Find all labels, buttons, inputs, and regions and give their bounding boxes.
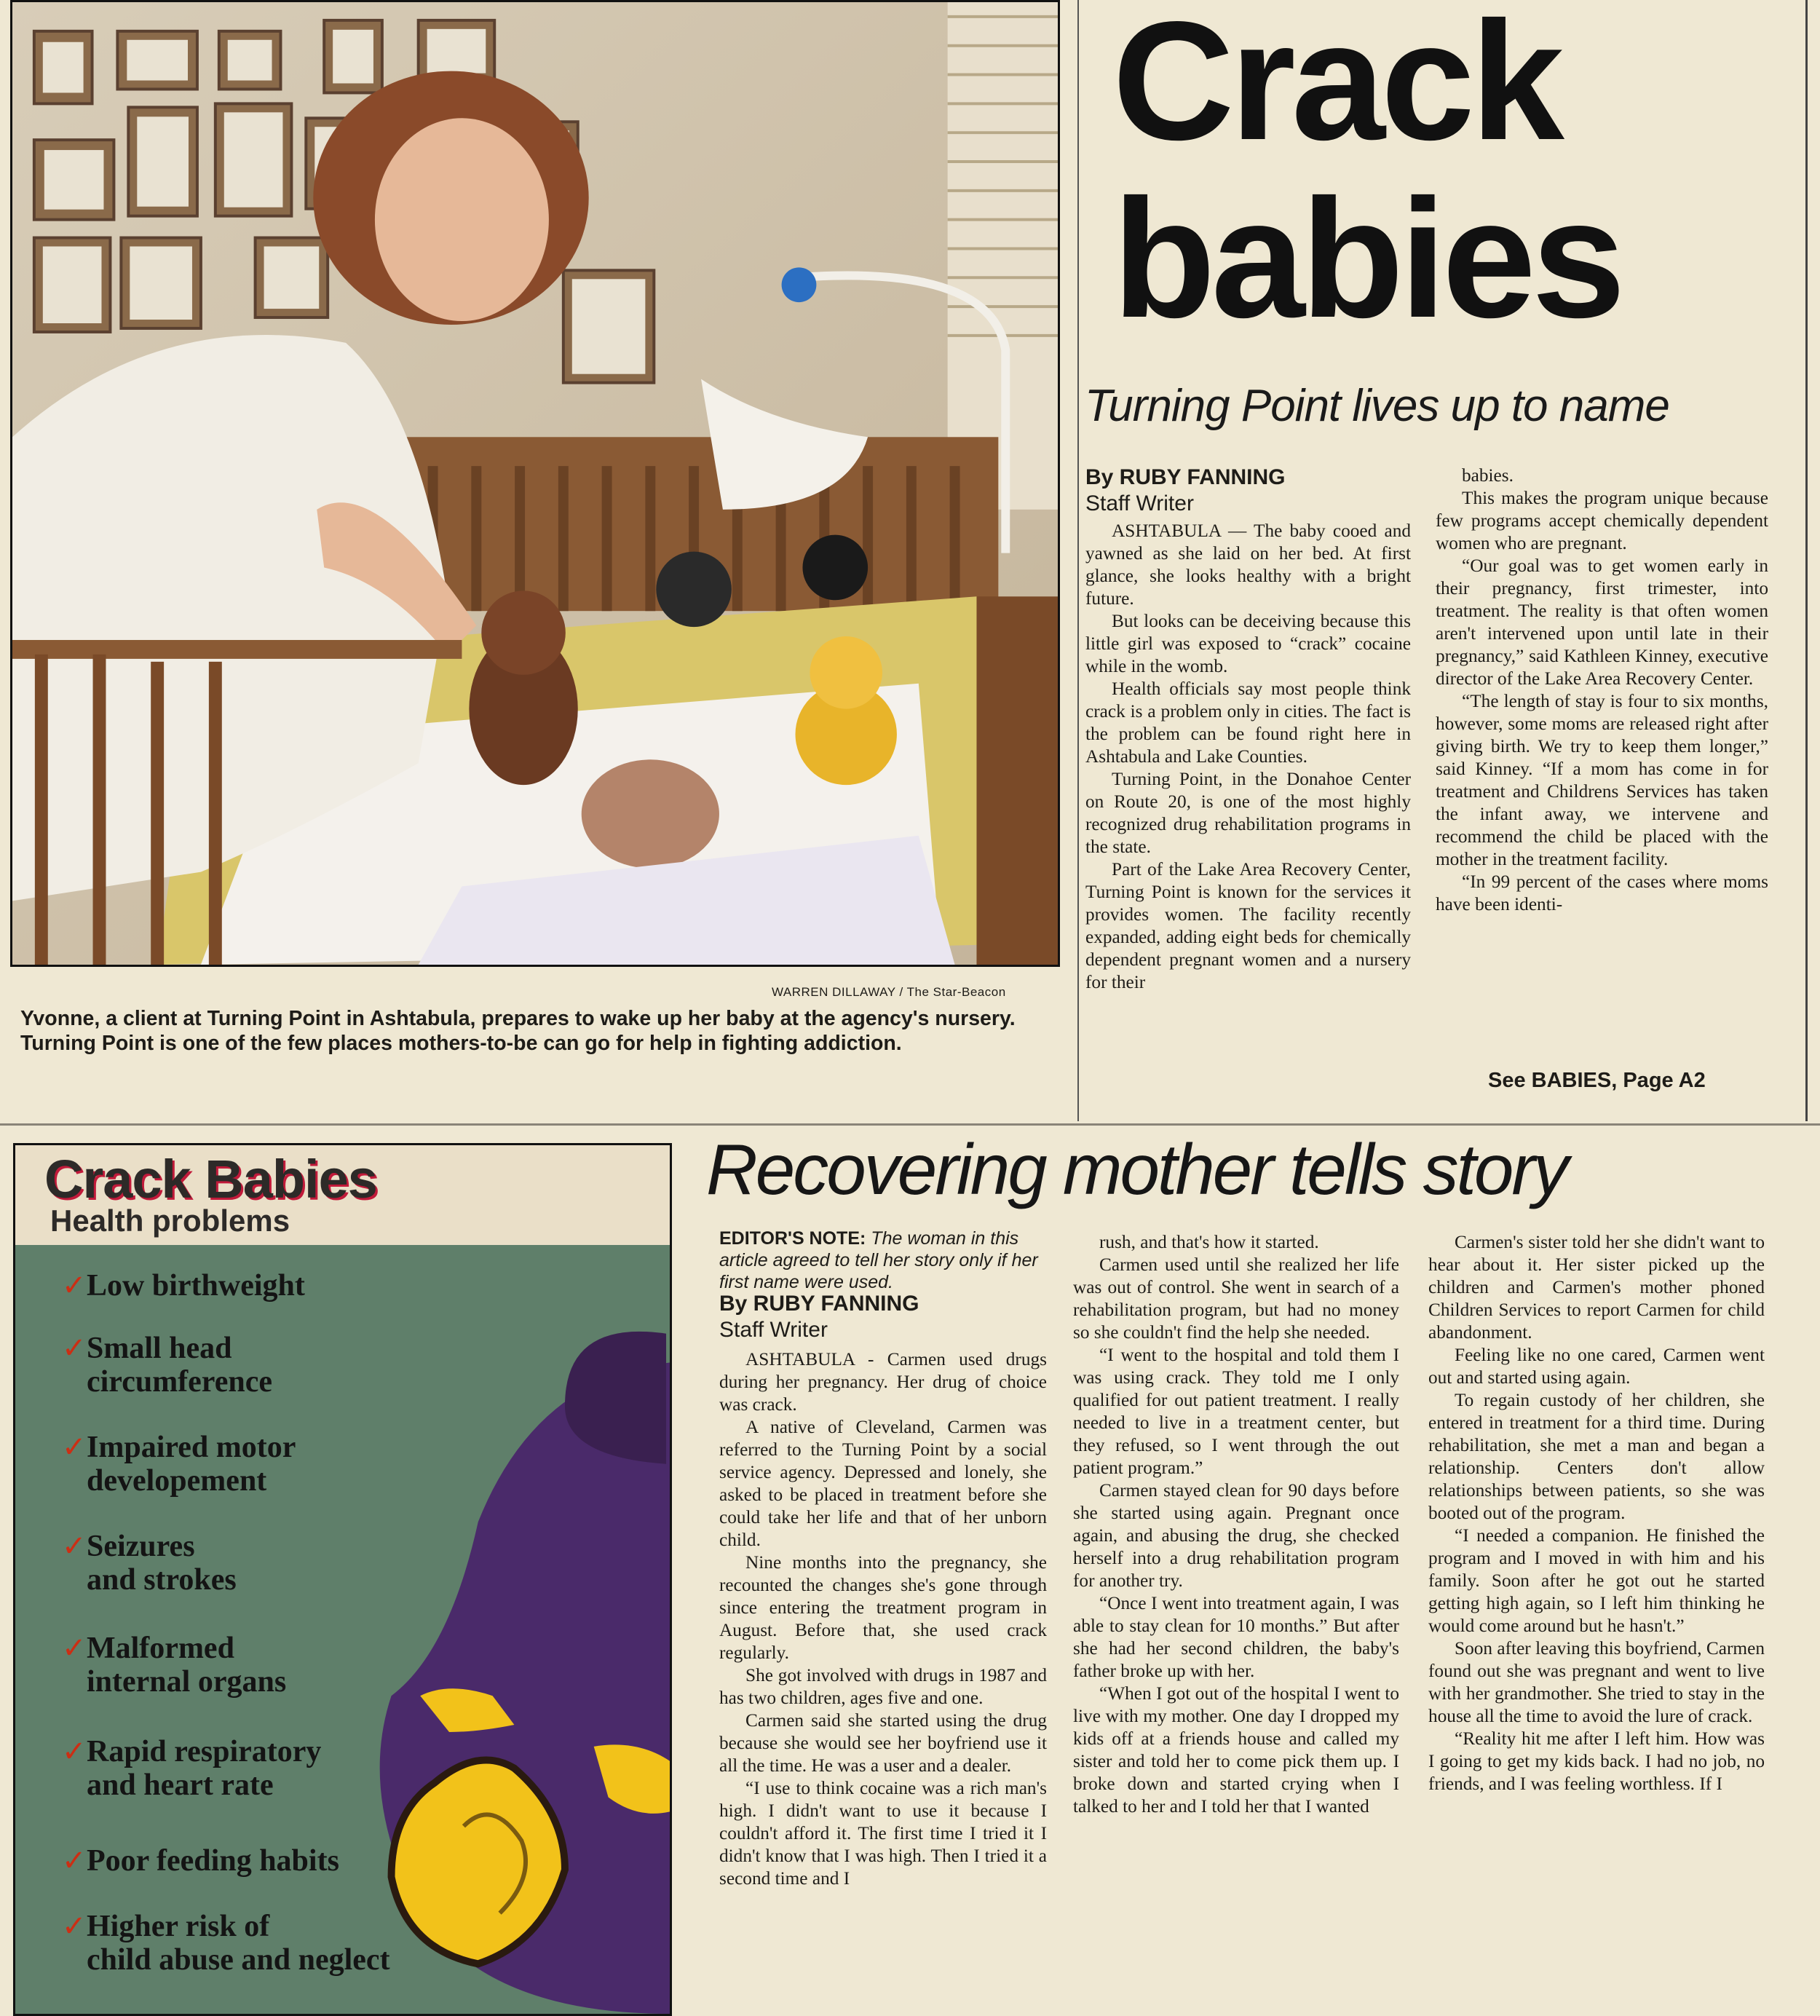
paragraph: Carmen's sister told her she didn't want to hear about it. Her sister picked up the children and Carmen's mother phoned Children Services to report Carmen for child abandonment. — [1428, 1232, 1765, 1343]
editors-note-text: The woman in this article agreed to tell her story only if her first name were used. — [719, 1228, 1038, 1292]
paragraph: Feeling like no one cared, Carmen went out and started using again. — [1428, 1345, 1765, 1388]
article-column — [1073, 1231, 1399, 1818]
checkmark-icon: ✓ — [62, 1910, 87, 1943]
paragraph: “In 99 percent of the cases where moms have been identi- — [1436, 871, 1768, 914]
paragraph: “Our goal was to get women early in their pregnancy, first trimester, into treatment. The reality is that often women aren't intervened upon until late in their pregnancy,” said Kathleen Kinney, executive director of the Lake Area Recovery Center. — [1436, 556, 1768, 689]
paragraph: This makes the program unique because few programs accept chemically dependent women who are pregnant. — [1436, 488, 1768, 553]
article-column — [1428, 1231, 1765, 1795]
column-rule — [1077, 0, 1079, 1121]
article-column — [1436, 465, 1768, 916]
paragraph: “The length of stay is four to six months, however, some moms are released right after giving birth. We try to keep them longer,” said Kinney. “If a mom has come in for treatment and Childrens Services has taken the infant away, we intervene and recommend the child be placed with the mother in the treatment facility. — [1436, 691, 1768, 869]
paragraph: Carmen stayed clean for 90 days before she started using again. Pregnant once again, and abusing the drug, she checked herself into a drug rehabilitation program for another try. — [1073, 1480, 1399, 1591]
list-item-text: Poor feeding habits — [87, 1844, 339, 1878]
graphic-title: Crack Babies — [44, 1149, 377, 1209]
section-divider — [0, 1123, 1820, 1126]
list-item-text: Impaired motor — [87, 1431, 296, 1464]
subheadline: Turning Point lives up to name — [1085, 381, 1669, 431]
list-item-text: Rapid respiratory — [87, 1735, 322, 1768]
checkmark-icon: ✓ — [62, 1735, 87, 1768]
paragraph: rush, and that's how it started. — [1099, 1232, 1319, 1252]
list-item-text: child abuse and neglect — [87, 1943, 390, 1977]
list-item — [62, 1431, 296, 1498]
health-problems-graphic — [13, 1143, 672, 2016]
photo-credit: WARREN DILLAWAY / The Star-Beacon — [772, 985, 1006, 999]
list-item-text: internal organs — [87, 1665, 287, 1699]
paragraph: Soon after leaving this boyfriend, Carmen found out she was pregnant and went to live with her grandmother. She tried to stay in the house all the time to avoid the lure of crack. — [1428, 1638, 1765, 1726]
byline-name: By RUBY FANNING — [719, 1292, 919, 1316]
paragraph: She got involved with drugs in 1987 and has two children, ages five and one. — [719, 1665, 1047, 1708]
byline-title: Staff Writer — [719, 1318, 828, 1342]
paragraph: Carmen said she started using the drug because she would see her boyfriend use it all the time. He was a user and a dealer. — [719, 1710, 1047, 1776]
headline-crack-babies — [1112, 0, 1804, 353]
headline-line: babies — [1112, 165, 1621, 353]
editors-note-label: EDITOR'S NOTE: — [719, 1228, 866, 1249]
article-column — [719, 1348, 1047, 1890]
paragraph: “I went to the hospital and told them I was using crack. They told me I only qualified for out patient treatment. I really needed to live in a treatment center, but they refused, so I went through the out patient program.” — [1073, 1345, 1399, 1478]
paragraph: babies. — [1462, 465, 1514, 486]
headline-line: Crack — [1112, 0, 1560, 175]
list-item-text: Seizures — [87, 1530, 195, 1563]
nursery-photo — [10, 0, 1060, 967]
graphic-subtitle: Health problems — [50, 1203, 290, 1238]
paragraph: But looks can be deceiving because this little girl was exposed to “crack” cocaine while in the womb. — [1085, 611, 1411, 676]
paragraph: Turning Point, in the Donahoe Center on Route 20, is one of the most highly recognized drug rehabilitation programs in the state. — [1085, 769, 1411, 857]
paragraph: “I needed a companion. He finished the program and I moved in with him and his family. Soon after he got out he started getting high again, so I left him thinking he would come around but he hasn't.” — [1428, 1525, 1765, 1636]
list-item-text: Small head — [87, 1332, 232, 1365]
list-item — [62, 1910, 390, 1977]
list-item-text: developement — [87, 1464, 267, 1498]
list-item — [62, 1844, 339, 1878]
checkmark-icon: ✓ — [62, 1632, 87, 1665]
editors-note — [719, 1228, 1047, 1293]
list-item — [62, 1332, 272, 1399]
paragraph: A native of Cleveland, Carmen was referred to the Turning Point by a social service agency. Depressed and lonely, she asked to be placed in treatment before she could take her life and that of her unborn child. — [719, 1417, 1047, 1550]
checkmark-icon: ✓ — [62, 1431, 87, 1464]
list-item — [62, 1735, 322, 1802]
byline-title: Staff Writer — [1085, 491, 1194, 515]
byline-name: By RUBY FANNING — [1085, 465, 1286, 489]
photo-caption: Yvonne, a client at Turning Point in Ashtabula, prepares to wake up her baby at the agency's nursery. Turning Point is one of the few places mothers-to-be can go for help in fighting addiction. — [20, 1007, 1016, 1055]
checkmark-icon: ✓ — [62, 1844, 87, 1878]
paragraph: Health officials say most people think crack is a problem only in cities. The fact is the problem can be found right here in Ashtabula and Lake Counties. — [1085, 679, 1411, 767]
list-item-text: Malformed — [87, 1632, 234, 1665]
list-item — [62, 1632, 287, 1699]
list-item-text: and strokes — [87, 1563, 237, 1597]
list-item — [62, 1269, 305, 1303]
paragraph: To regain custody of her children, she entered in treatment for a third time. During rehabilitation, she met a man and began a relationship. Centers don't allow relationships between patients, so she was booted out of the program. — [1428, 1390, 1765, 1523]
paragraph: “When I got out of the hospital I went to live with my mother. One day I dropped my kids off at a friends house and called my sister and told her to come pick them up. I broke down and started crying when I talked to her and I told her that I wanted — [1073, 1683, 1399, 1817]
list-item-text: and heart rate — [87, 1768, 274, 1802]
column-rule — [1805, 0, 1808, 1121]
list-item-text: circumference — [87, 1365, 272, 1399]
graphic-header — [15, 1145, 670, 1245]
list-item-text: Higher risk of — [87, 1910, 270, 1943]
byline — [719, 1291, 919, 1343]
article-column — [1085, 520, 1411, 994]
headline-recovering-mother: Recovering mother tells story — [706, 1129, 1567, 1209]
list-item — [62, 1530, 237, 1597]
checkmark-icon: ✓ — [62, 1269, 87, 1303]
paragraph: Carmen used until she realized her life was out of control. She went in search of a rehabilitation program, but had no money so she couldn't find the help she needed. — [1073, 1254, 1399, 1343]
list-item-text: Low birthweight — [87, 1269, 305, 1303]
paragraph: Nine months into the pregnancy, she recounted the changes she's gone through since entering the treatment program in August. Before that, she used crack regularly. — [719, 1552, 1047, 1663]
paragraph: ASHTABULA - Carmen used drugs during her pregnancy. Her drug of choice was crack. — [719, 1349, 1047, 1415]
paragraph: “I use to think cocaine was a rich man's high. I didn't want to use it because I couldn't afford it. The first time I tried it I didn't know that I was high. Then I tried it a second time and I — [719, 1778, 1047, 1889]
checkmark-icon: ✓ — [62, 1332, 87, 1365]
paragraph: Part of the Lake Area Recovery Center, Turning Point is known for the services it provides women. The facility recently expanded, adding eight beds for chemically dependent pregnant women and a nursery for their — [1085, 859, 1411, 992]
nursery-photo-illustration — [12, 2, 1058, 965]
jump-line: See BABIES, Page A2 — [1488, 1069, 1706, 1092]
paragraph: “Reality hit me after I left him. How was I going to get my kids back. I had no job, no friends, and I was feeling worthless. If I — [1428, 1728, 1765, 1794]
paragraph: “Once I went into treatment again, I was able to stay clean for 10 months.” But after she had her second children, the baby's father broke up with her. — [1073, 1593, 1399, 1681]
paragraph: ASHTABULA — The baby cooed and yawned as she laid on her bed. At first glance, she looks healthy with a bright future. — [1085, 521, 1411, 609]
checkmark-icon: ✓ — [62, 1530, 87, 1563]
byline — [1085, 465, 1285, 517]
